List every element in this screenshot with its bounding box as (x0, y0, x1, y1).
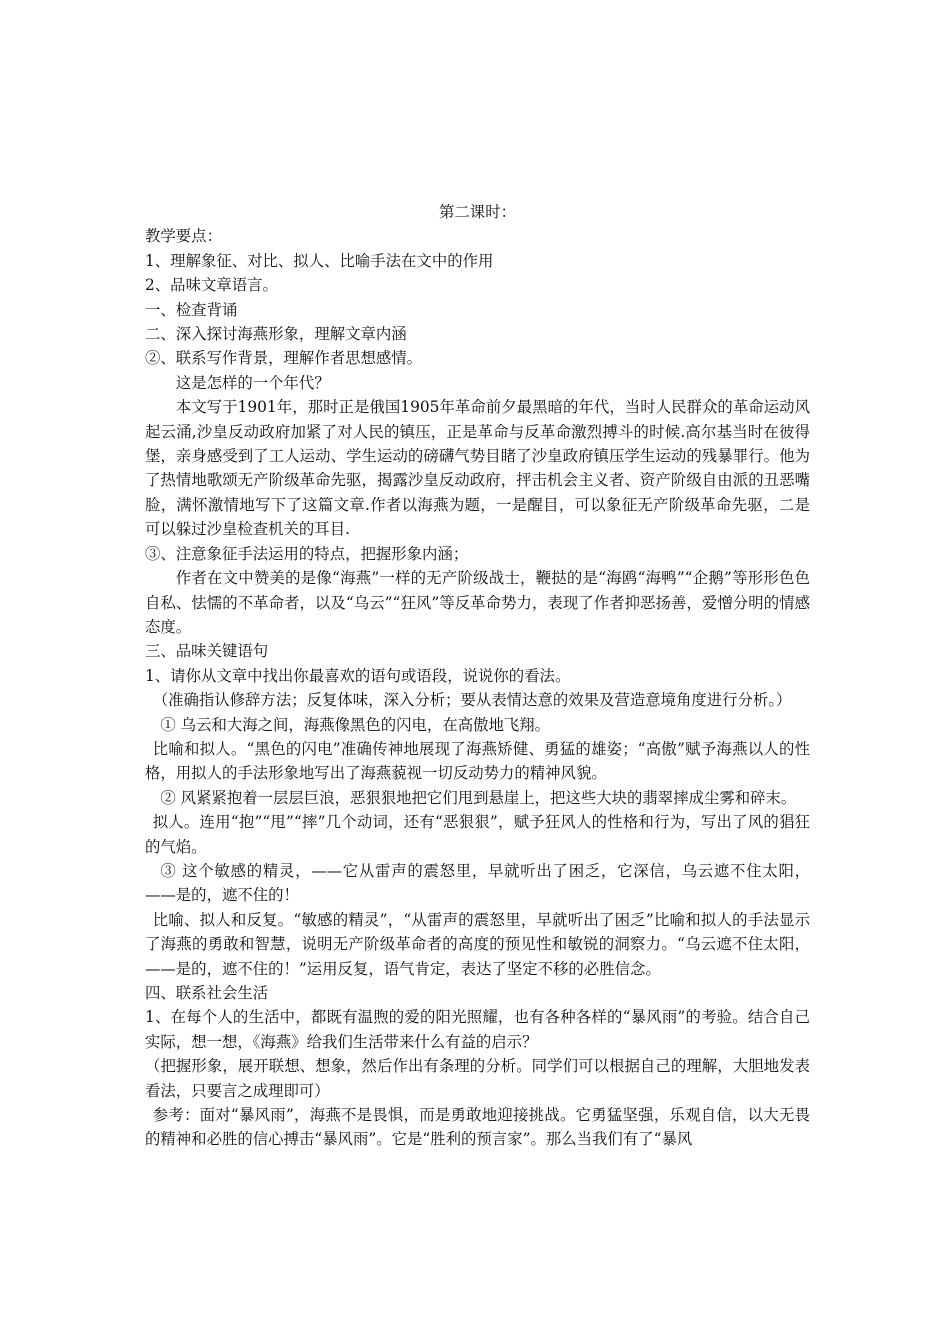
section-1-heading: 一、检查背诵 (145, 300, 238, 319)
task-life-question: 1、在每个人的生活中，都既有温煦的爱的阳光照耀，也有各种各样的“暴风雨”的考验。结合自己实际，想一想，《海燕》给我们生活带来什么有益的启示？ (145, 1008, 810, 1051)
era-question: 这是怎样的一个年代？ (175, 373, 330, 392)
teaching-points-heading: 教学要点： (145, 227, 222, 246)
subsection-3-heading: ③、注意象征手法运用的特点，把握形象内涵； (145, 544, 469, 563)
section-4-heading: 四、联系社会生活 (145, 984, 269, 1002)
example-sentence-3: ③ 这个敏感的精灵，——它从雷声的震怒里，早就听出了困乏，它深信，乌云遮不住太阳，——是的，遮不住的！ (145, 861, 810, 905)
example-analysis-1: 比喻和拟人。“黑色的闪电”准确传神地展现了海燕矫健、勇猛的雄姿；“高傲”赋予海燕以人的性格，用拟人的手法形象地写出了海燕藐视一切反动势力的精神风貌。 (145, 739, 810, 783)
symbolism-paragraph: 作者在文中赞美的是像“海燕”一样的无产阶级战士，鞭挞的是“海鸥“海鸭”“企鹅”等形形色色自私、怯懦的不革命者，以及“乌云”“狂风”等反革命势力，表现了作者抑恶扬善，爱憎分明的情感态度。 (145, 569, 810, 636)
teaching-point-1: 1、理解象征、对比、拟人、比喻手法在文中的作用 (145, 251, 494, 270)
reference-answer: 参考：面对“暴风雨”，海燕不是畏惧，而是勇敢地迎接挑战。它勇猛坚强，乐观自信，以大无畏的精神和必胜的信心搏击“暴风雨”。它是“胜利的预言家”。那么当我们有了“暴风 (145, 1106, 810, 1149)
task-1: 1、请你从文章中找出你最喜欢的语句或语段，说说你的看法。 (145, 666, 571, 685)
section-2-heading: 二、深入探讨海燕形象，理解文章内涵 (145, 325, 407, 344)
subsection-2-heading: ②、联系写作背景，理解作者思想感情。 (145, 349, 423, 368)
task-1-guidance: （准确指认修辞方法；反复体味，深入分析；要从表情达意的效果及营造意境角度进行分析。） (152, 691, 792, 710)
teaching-point-2: 2、品味文章语言。 (145, 276, 278, 295)
example-sentence-2: ② 风紧紧抱着一层层巨浪，恶狠狠地把它们甩到悬崖上，把这些大块的翡翠摔成尘雾和碎末。 (160, 788, 797, 807)
task-life-guidance: （把握形象，展开联想、想象，然后作出有条理的分析。同学们可以根据自己的理解，大胆地发表看法，只要言之成理即可） (145, 1057, 810, 1100)
example-analysis-2: 拟人。连用“抱”“甩”“摔”几个动词，还有“恶狠狠”，赋予狂风人的性格和行为，写出了风的猖狂的气焰。 (145, 813, 810, 856)
document-body (145, 200, 810, 1152)
example-analysis-3: 比喻、拟人和反复。“敏感的精灵”，“从雷声的震怒里，早就听出了困乏”比喻和拟人的手法显示了海燕的勇敢和智慧，说明无产阶级革命者的高度的预见性和敏锐的洞察力。“乌云遮不住太阳，——是的，遮不住的！”运用反复，语气肯定，表达了坚定不移的必胜信念。 (145, 910, 810, 978)
lesson-title: 第二课时： (439, 203, 516, 221)
section-3-heading: 三、品味关键语句 (145, 642, 269, 661)
example-sentence-1: ① 乌云和大海之间，海燕像黑色的闪电，在高傲地飞翔。 (160, 715, 551, 734)
background-paragraph: 本文写于1901年，那时正是俄国1905年革命前夕最黑暗的年代，当时人民群众的革命运动风起云涌,沙皇反动政府加紧了对人民的镇压，正是革命与反革命激烈搏斗的时候.高尔基当时在彼得堡，亲身感受到了工人运动、学生运动的磅礴气势目睹了沙皇政府镇压学生运动的残暴罪行。他为了热情地歌颂无产阶级革命先驱，揭露沙皇反动政府，抨击机会主义者、资产阶级自由派的丑恶嘴脸，满怀激情地写下了这篇文章.作者以海燕为题，一是醒目，可以象征无产阶级革命先驱，二是可以躲过沙皇检查机关的耳目. (145, 398, 810, 539)
